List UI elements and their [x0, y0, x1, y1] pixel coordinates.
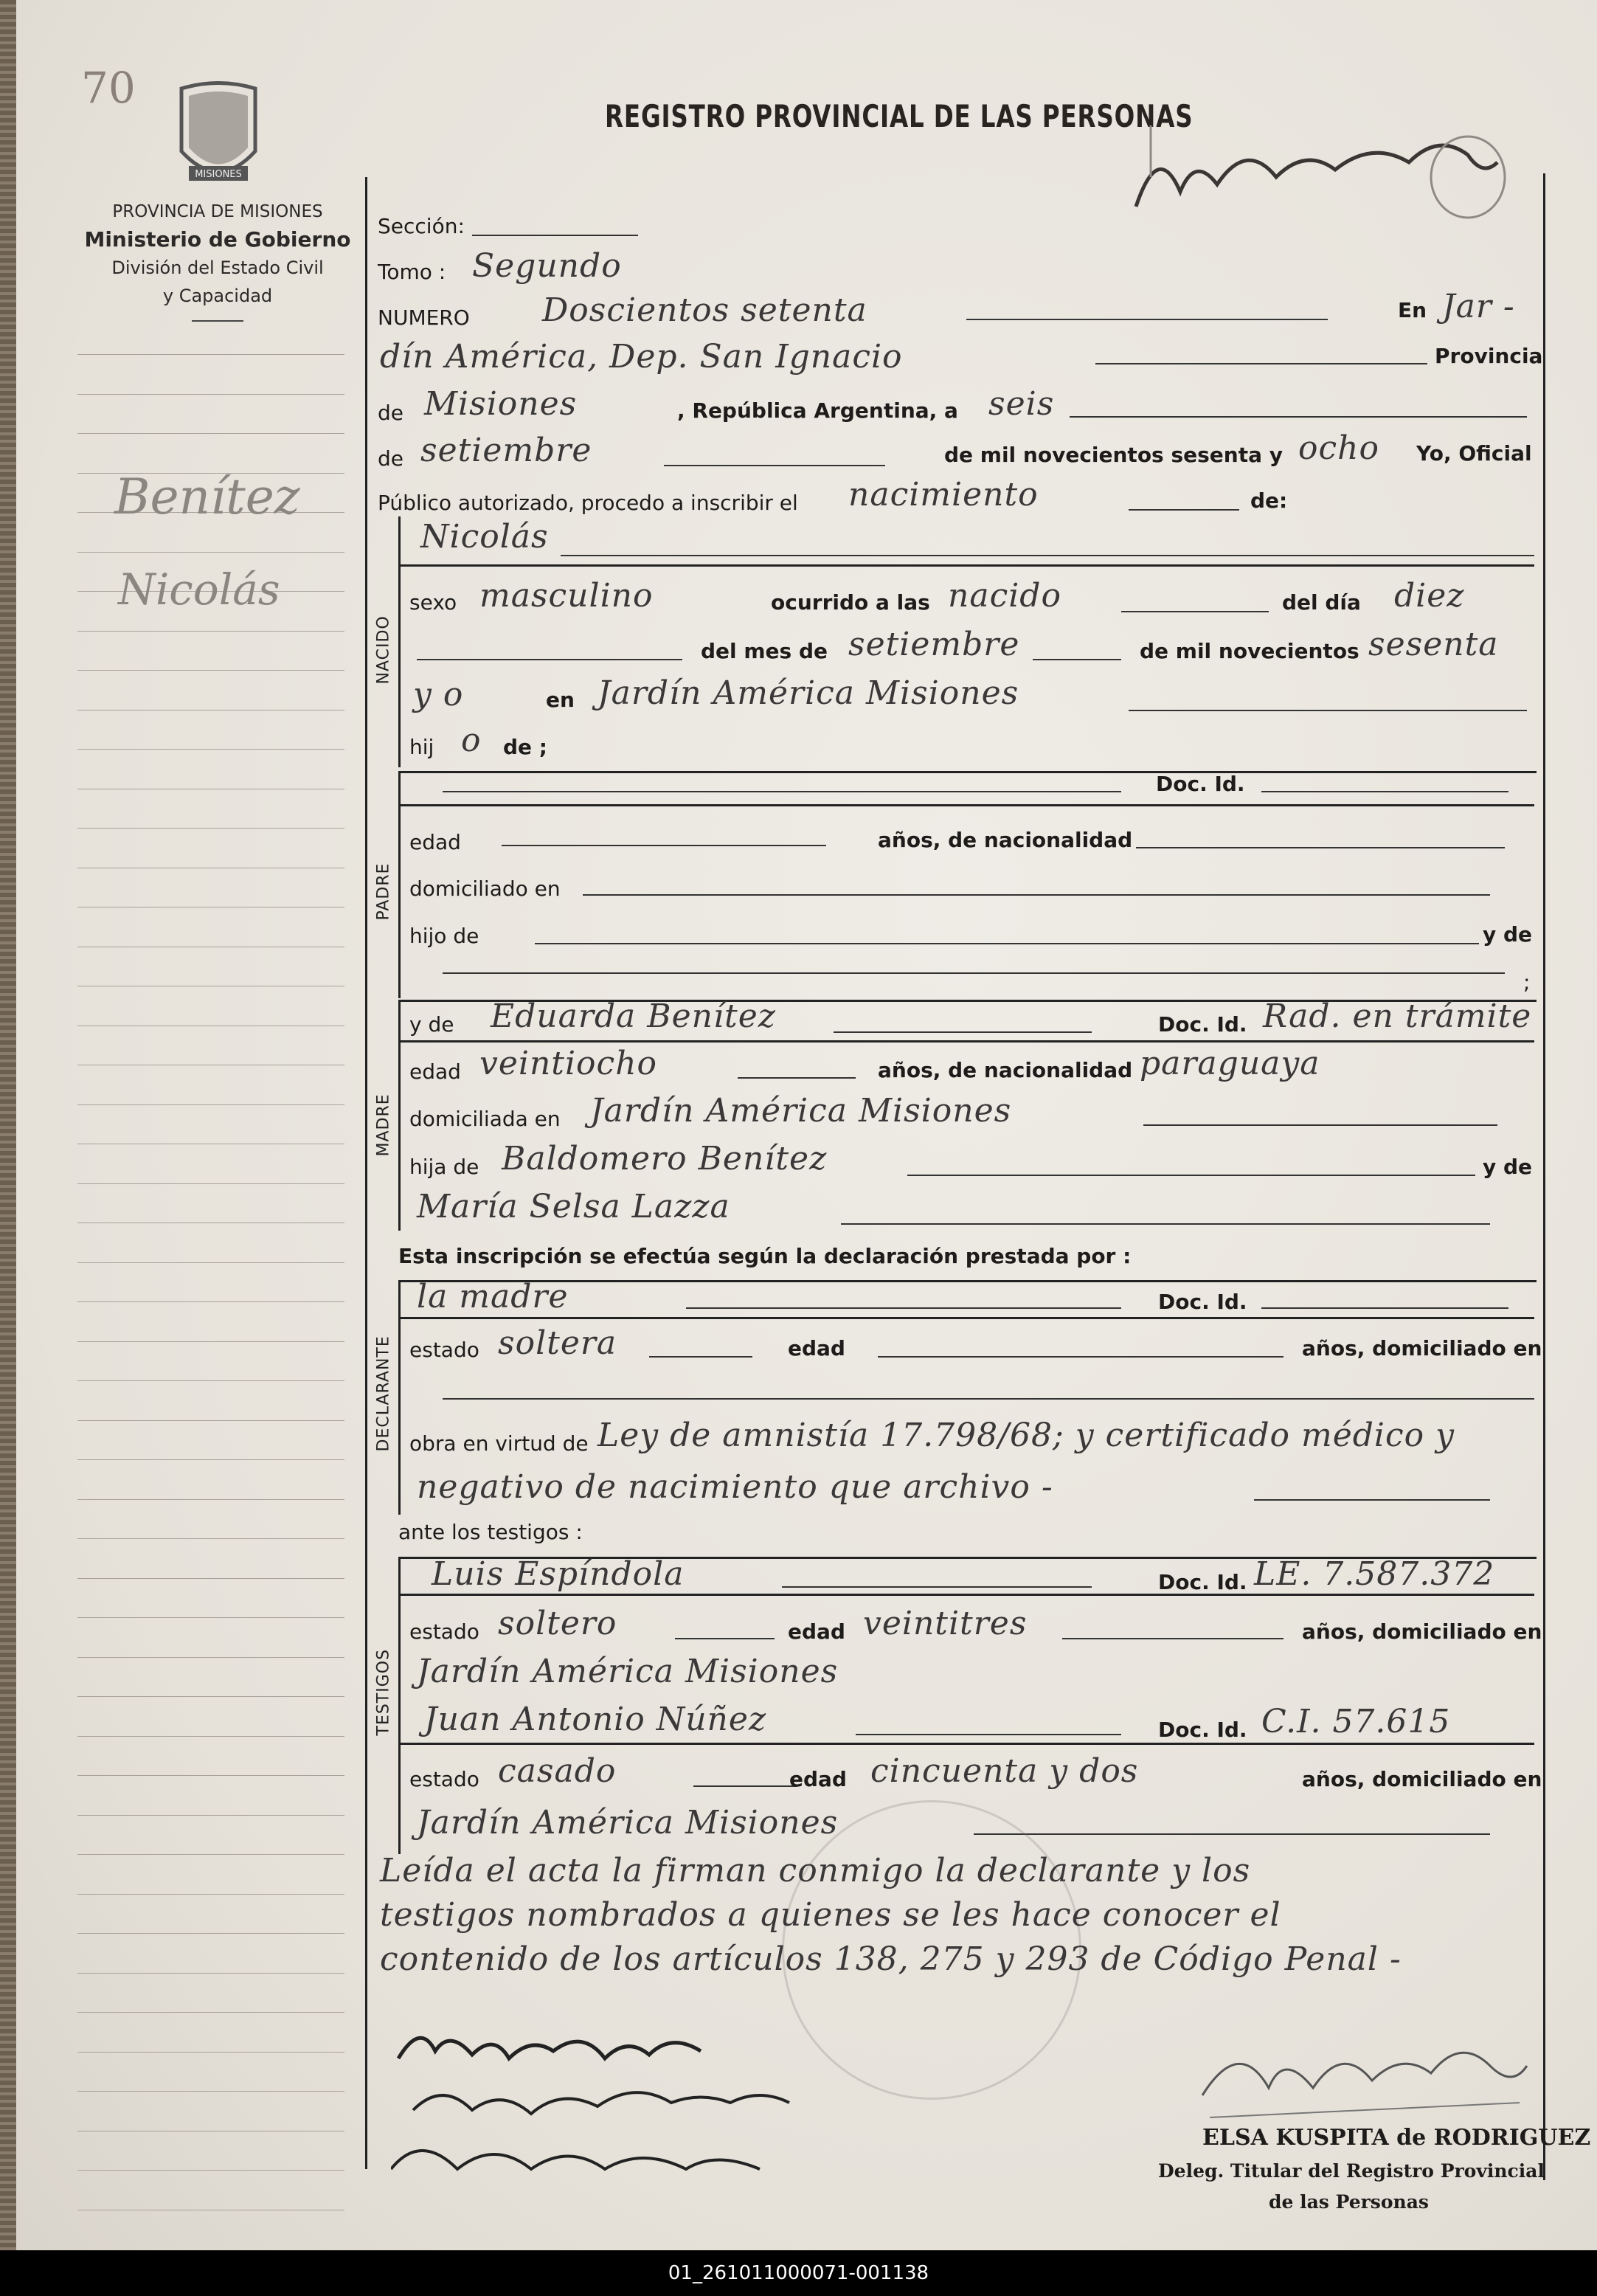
margin-rule-line	[77, 2012, 344, 2013]
label-tomo: Tomo :	[378, 260, 446, 284]
margin-rule-line	[77, 433, 344, 434]
value-place: dín América, Dep. San Ignacio	[380, 338, 903, 376]
margin-rule-line	[77, 2091, 344, 2092]
margin-rule-line	[77, 1183, 344, 1184]
divider	[398, 1594, 1534, 1596]
value-testigo1-estado: soltero	[498, 1605, 617, 1642]
value-declarante: la madre	[417, 1278, 569, 1315]
label-decl-estado: estado	[409, 1338, 479, 1362]
label-madre-y-de2: y de	[1483, 1155, 1533, 1179]
seal-text: MISIONES	[195, 169, 242, 180]
underline	[649, 1356, 752, 1358]
label-seccion: Sección:	[378, 214, 465, 238]
side-label-nacido: NACIDO	[374, 615, 393, 685]
underline	[1261, 791, 1508, 792]
value-testigo2-dom: Jardín América Misiones	[417, 1804, 839, 1842]
value-closing-3: contenido de los artículos 138, 275 y 293 de Código Penal -	[380, 1940, 1402, 1978]
org-line: y Capacidad	[162, 286, 273, 306]
label-obra: obra en virtud de	[409, 1431, 589, 1456]
underline	[1095, 363, 1427, 364]
underline	[1143, 1124, 1497, 1126]
value-obra-1: Ley de amnistía 17.798/68; y certificado médico y	[597, 1417, 1455, 1454]
label-padre-doc: Doc. Id.	[1156, 772, 1245, 796]
underline	[856, 1734, 1121, 1735]
value-tomo: Segundo	[472, 247, 622, 285]
underline	[966, 319, 1328, 320]
divider	[398, 1040, 1534, 1042]
margin-rule-line	[77, 1973, 344, 1974]
value-hora: nacido	[948, 577, 1061, 615]
value-ano2: y o	[413, 676, 464, 713]
form-right-frame	[1543, 173, 1545, 2180]
margin-rule-line	[77, 1815, 344, 1816]
value-testigo1-doc: LE. 7.587.372	[1254, 1555, 1495, 1593]
side-label-madre: MADRE	[374, 1093, 393, 1157]
label-decl-dom: años, domiciliado en	[1302, 1336, 1542, 1360]
label-testigo2-estado: estado	[409, 1767, 479, 1791]
divider	[192, 320, 243, 322]
value-testigo1-edad: veintitres	[863, 1605, 1028, 1642]
margin-surname: Benítez	[114, 468, 300, 525]
label-yo-oficial: Yo, Oficial	[1416, 441, 1532, 466]
underline	[907, 1175, 1475, 1176]
margin-rule-line	[77, 2052, 344, 2053]
value-madre-doc: Rad. en trámite	[1263, 997, 1532, 1035]
form-left-frame	[365, 177, 367, 2169]
underline	[443, 791, 1121, 792]
label-declaracion: Esta inscripción se efectúa según la declaración prestada por :	[398, 1244, 1132, 1268]
label-madre-y-de: y de	[409, 1012, 454, 1037]
margin-rule-line	[77, 1104, 344, 1105]
label-testigo1-doc: Doc. Id.	[1158, 1570, 1247, 1594]
label-sexo: sexo	[409, 590, 457, 615]
underline	[1121, 611, 1269, 612]
label-testigo2-doc: Doc. Id.	[1158, 1718, 1247, 1742]
value-testigo1-dom: Jardín América Misiones	[417, 1653, 839, 1690]
org-line: Ministerio de Gobierno	[84, 227, 351, 252]
margin-rule-line	[77, 2170, 344, 2171]
label-decl-edad: edad	[788, 1336, 845, 1360]
underline	[1129, 509, 1239, 511]
page-title: REGISTRO PROVINCIAL DE LAS PERSONAS	[605, 98, 1194, 134]
margin-rule-line	[77, 1578, 344, 1579]
value-madre-madre: María Selsa Lazza	[417, 1188, 730, 1225]
margin-rule-line	[77, 1499, 344, 1500]
margin-rule-line	[77, 394, 344, 395]
divider	[398, 1317, 1534, 1319]
margin-rule-line	[77, 1854, 344, 1855]
margin-rule-line	[77, 631, 344, 632]
margin-given-name: Nicolás	[118, 564, 280, 615]
label-padre-nac: años, de nacionalidad	[878, 828, 1133, 852]
side-label-testigos: TESTIGOS	[374, 1648, 393, 1736]
value-madre-padre: Baldomero Benítez	[502, 1140, 828, 1178]
label-madre-doc: Doc. Id.	[1158, 1012, 1247, 1037]
margin-rule-line	[77, 1459, 344, 1460]
divider	[398, 1743, 1534, 1745]
org-line: División del Estado Civil	[111, 257, 324, 278]
value-ano: sesenta	[1368, 626, 1499, 663]
label-decl-doc: Doc. Id.	[1158, 1290, 1247, 1314]
underline	[1062, 1638, 1284, 1639]
image-id-footer: 01_261011000071-001138	[0, 2250, 1597, 2296]
underline	[1254, 1499, 1490, 1501]
value-testigo1: Luis Espíndola	[432, 1555, 685, 1593]
value-lugar: Jardín América Misiones	[597, 674, 1019, 712]
label-publico: Público autorizado, procedo a inscribir el	[378, 491, 798, 515]
margin-rule-line	[77, 1262, 344, 1263]
label-de2: de	[378, 446, 403, 471]
label-madre-nac: años, de nacionalidad	[878, 1058, 1133, 1082]
value-closing-2: testigos nombrados a quienes se les hace conocer el	[380, 1896, 1281, 1934]
value-closing-1: Leída el acta la firman conmigo la declarante y los	[380, 1852, 1251, 1889]
label-de: de	[378, 401, 403, 425]
page-number: 70	[81, 63, 136, 113]
label-hijo-de: hijo de	[409, 924, 479, 948]
margin-rule-line	[77, 1696, 344, 1697]
margin-rule-line	[77, 1380, 344, 1381]
value-obra-2: negativo de nacimiento que archivo -	[417, 1468, 1053, 1506]
underline	[1136, 847, 1505, 848]
underline	[583, 894, 1490, 896]
misiones-seal-icon	[167, 81, 270, 192]
label-madre-edad: edad	[409, 1059, 461, 1084]
label-hij: hij	[409, 735, 434, 759]
label-testigo2-dom: años, domiciliado en	[1302, 1767, 1542, 1791]
margin-rule-line	[77, 1894, 344, 1895]
label-provincia: Provincia	[1435, 344, 1543, 368]
underline	[974, 1833, 1490, 1835]
divider	[398, 804, 1534, 806]
label-semicolon: ;	[1523, 970, 1531, 995]
value-decl-estado: soltera	[498, 1324, 617, 1362]
value-testigo2-edad: cincuenta y dos	[870, 1752, 1139, 1790]
underline	[443, 1398, 1534, 1400]
value-madre-edad: veintiocho	[479, 1045, 658, 1082]
underline	[693, 1785, 797, 1787]
label-de-colon: de:	[1250, 488, 1288, 513]
officer-role: Deleg. Titular del Registro Provincial	[1158, 2160, 1545, 2182]
label-padre-dom: domiciliado en	[409, 876, 561, 901]
underline	[535, 943, 1479, 944]
value-testigo2-doc: C.I. 57.615	[1261, 1703, 1451, 1740]
margin-rule-line	[77, 1736, 344, 1737]
officer-role-2: de las Personas	[1269, 2191, 1429, 2213]
underline	[1129, 710, 1527, 711]
label-ocurrido: ocurrido a las	[771, 590, 930, 615]
underline	[664, 465, 885, 466]
value-provincia: Misiones	[424, 385, 578, 423]
org-line: PROVINCIA DE MISIONES	[112, 202, 323, 221]
issuing-authority	[70, 198, 365, 322]
margin-rule-line	[77, 1657, 344, 1658]
underline	[561, 555, 1534, 556]
margin-rule-line	[77, 1341, 344, 1342]
underline	[1070, 416, 1527, 418]
value-en: Jar -	[1442, 288, 1515, 325]
label-testigo2-edad: edad	[789, 1767, 847, 1791]
value-acto: nacimiento	[848, 476, 1039, 514]
side-label-padre: PADRE	[374, 862, 393, 921]
label-madre-dom: domiciliada en	[409, 1107, 561, 1131]
value-year: ocho	[1298, 429, 1379, 467]
value-madre-dom: Jardín América Misiones	[590, 1092, 1012, 1130]
underline	[1261, 1307, 1508, 1309]
underline	[738, 1077, 856, 1079]
label-padre-edad: edad	[409, 830, 461, 854]
witness-signatures-icon	[391, 2022, 804, 2199]
label-y-de: y de	[1483, 922, 1533, 947]
label-en: En	[1398, 298, 1427, 322]
officer-name: ELSA KUSPITA de RODRIGUEZ	[1202, 2125, 1591, 2151]
margin-rule-line	[77, 749, 344, 750]
underline	[417, 659, 682, 660]
margin-rule-line	[77, 1775, 344, 1776]
underline	[686, 1307, 1121, 1309]
label-del-dia: del día	[1282, 590, 1361, 615]
underline	[443, 972, 1505, 974]
book-binding	[0, 0, 16, 2250]
label-republica: , República Argentina, a	[677, 398, 958, 423]
label-testigo1-dom: años, domiciliado en	[1302, 1619, 1542, 1644]
margin-rule-line	[77, 1933, 344, 1934]
value-madre-nombre: Eduarda Benítez	[491, 997, 776, 1035]
value-testigo2: Juan Antonio Núñez	[424, 1701, 767, 1738]
margin-rule-line	[77, 1301, 344, 1302]
label-mil-sesenta: de mil novecientos sesenta y	[944, 443, 1283, 467]
value-month: setiembre	[420, 432, 592, 469]
margin-rule-line	[77, 552, 344, 553]
margin-rule-line	[77, 670, 344, 671]
value-numero: Doscientos setenta	[542, 291, 867, 329]
label-de-mil: de mil novecientos	[1140, 639, 1359, 663]
divider	[398, 564, 1534, 567]
margin-ruling	[77, 354, 344, 2265]
label-de-semicolon: de ;	[503, 735, 547, 759]
margin-rule-line	[77, 354, 344, 355]
header-signature-icon	[1129, 111, 1512, 221]
label-numero: NUMERO	[378, 305, 470, 330]
value-testigo2-estado: casado	[498, 1752, 617, 1790]
label-ante: ante los testigos :	[398, 1520, 583, 1544]
value-hij: o	[461, 722, 482, 759]
value-mes: setiembre	[848, 626, 1020, 663]
value-madre-nac: paraguaya	[1140, 1045, 1320, 1082]
underline	[472, 235, 638, 236]
underline	[502, 845, 826, 846]
side-label-declarante: DECLARANTE	[374, 1335, 393, 1452]
margin-rule-line	[77, 1420, 344, 1421]
underline	[834, 1031, 1092, 1033]
value-child-name: Nicolás	[420, 518, 549, 556]
underline	[675, 1638, 775, 1639]
underline	[841, 1223, 1490, 1225]
underline	[878, 1356, 1284, 1358]
underline	[1033, 659, 1121, 660]
label-en2: en	[546, 688, 575, 712]
officer-signature-icon	[1195, 2022, 1534, 2132]
margin-rule-line	[77, 828, 344, 829]
label-del-mes: del mes de	[701, 639, 828, 663]
margin-rule-line	[77, 1538, 344, 1539]
label-testigo1-estado: estado	[409, 1619, 479, 1644]
value-sexo: masculino	[479, 577, 654, 615]
label-hija-de: hija de	[409, 1155, 479, 1179]
label-testigo1-edad: edad	[788, 1619, 845, 1644]
value-day: seis	[988, 385, 1055, 423]
margin-rule-line	[77, 1617, 344, 1618]
value-dia: diez	[1394, 577, 1465, 615]
underline	[782, 1586, 1092, 1588]
